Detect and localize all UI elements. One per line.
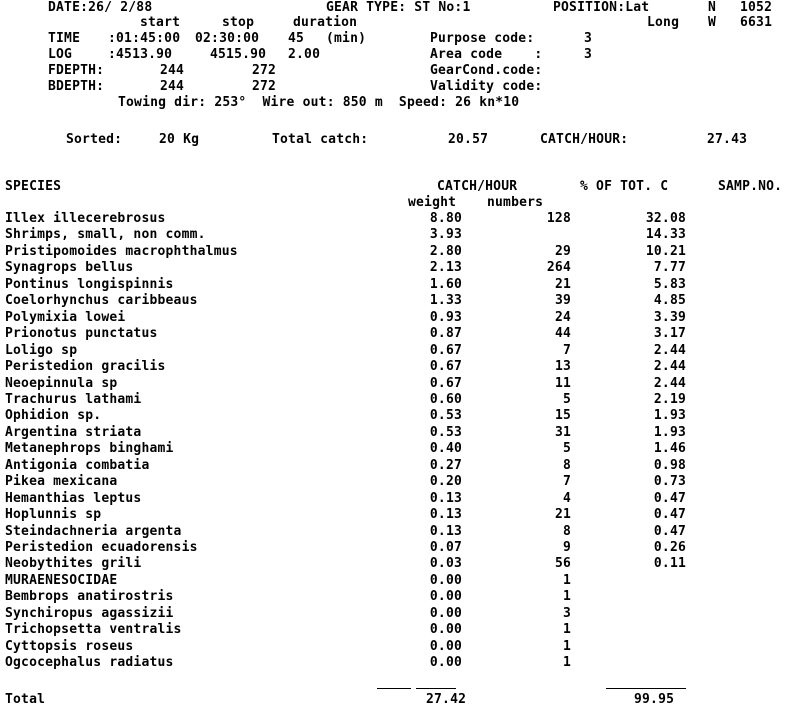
- numbers-header: numbers: [487, 195, 544, 210]
- percent-of-total: 2.44: [653, 359, 686, 374]
- percent-of-total: 14.33: [645, 227, 686, 242]
- species-name: Polymixia lowei: [5, 310, 126, 325]
- catch-weight: 0.67: [429, 343, 462, 358]
- catch-weight: 0.03: [429, 556, 462, 571]
- catch-weight: 0.00: [429, 573, 462, 588]
- catch-numbers: 44: [554, 326, 571, 341]
- species-name: Metanephrops binghami: [5, 441, 174, 456]
- species-name: Illex illecerebrosus: [5, 211, 166, 226]
- log-label: LOG: [48, 47, 73, 62]
- catch-weight: 1.33: [429, 293, 462, 308]
- catch-weight: 0.53: [429, 425, 462, 440]
- catch-numbers: 56: [554, 556, 571, 571]
- percent-of-total: 10.21: [645, 244, 686, 259]
- species-name: Pristipomoides macrophthalmus: [5, 244, 238, 259]
- catch-weight: 0.87: [429, 326, 462, 341]
- catch-per-hour-label: CATCH/HOUR:: [540, 132, 629, 147]
- catch-weight: 0.13: [429, 507, 462, 522]
- total-weight: 27.42: [426, 692, 467, 707]
- catch-numbers: 31: [554, 425, 571, 440]
- weight-total-rule-a: [377, 688, 411, 689]
- col-stop-label: stop: [222, 15, 255, 30]
- sorted-value: 20 Kg: [159, 132, 200, 147]
- bdepth-label: BDEPTH:: [48, 79, 105, 94]
- catch-per-hour-value: 27.43: [707, 132, 748, 147]
- species-name: Trachurus lathami: [5, 392, 142, 407]
- catch-numbers: 24: [554, 310, 571, 325]
- catch-hour-header: CATCH/HOUR: [437, 179, 518, 194]
- total-catch-label: Total catch:: [272, 132, 369, 147]
- percent-of-total: 0.47: [653, 491, 686, 506]
- species-name: Shrimps, small, non comm.: [5, 227, 206, 242]
- catch-weight: 0.60: [429, 392, 462, 407]
- pct-total-header: % OF TOT. C: [580, 179, 669, 194]
- fdepth-start: 244: [160, 63, 185, 78]
- catch-weight: 0.67: [429, 376, 462, 391]
- col-start-label: start: [140, 15, 181, 30]
- species-name: Loligo sp: [5, 343, 78, 358]
- total-label: Total: [5, 692, 46, 707]
- catch-numbers: 39: [554, 293, 571, 308]
- gear-type: GEAR TYPE: ST No:1: [326, 0, 471, 15]
- pct-total-rule: [606, 688, 686, 689]
- total-catch-value: 20.57: [448, 132, 489, 147]
- catch-numbers: 1: [562, 573, 571, 588]
- catch-numbers: 1: [562, 655, 571, 670]
- catch-weight: 0.00: [429, 639, 462, 654]
- species-name: Trichopsetta ventralis: [5, 622, 182, 637]
- percent-of-total: 1.93: [653, 425, 686, 440]
- catch-numbers: 128: [546, 211, 571, 226]
- catch-numbers: 4: [562, 491, 571, 506]
- sorted-label: Sorted:: [66, 132, 123, 147]
- position-label: POSITION:Lat: [553, 0, 650, 15]
- long-value: 6631: [740, 15, 773, 30]
- catch-numbers: 11: [554, 376, 571, 391]
- catch-weight: 0.93: [429, 310, 462, 325]
- percent-of-total: 0.98: [653, 458, 686, 473]
- fdepth-label: FDEPTH:: [48, 63, 105, 78]
- percent-of-total: 0.26: [653, 540, 686, 555]
- catch-weight: 0.67: [429, 359, 462, 374]
- long-label: Long: [647, 15, 680, 30]
- species-name: Steindachneria argenta: [5, 524, 182, 539]
- weight-header: weight: [408, 195, 457, 210]
- catch-numbers: 264: [546, 260, 571, 275]
- catch-numbers: 3: [562, 606, 571, 621]
- fdepth-stop: 272: [252, 63, 277, 78]
- catch-weight: 0.00: [429, 655, 462, 670]
- species-name: Neobythites grili: [5, 556, 142, 571]
- time-label: TIME: [48, 31, 81, 46]
- catch-numbers: 7: [562, 343, 571, 358]
- catch-numbers: 1: [562, 622, 571, 637]
- log-duration: 2.00: [288, 47, 321, 62]
- log-stop: 4515.90: [210, 47, 267, 62]
- species-name: Peristedion ecuadorensis: [5, 540, 198, 555]
- catch-numbers: 15: [554, 408, 571, 423]
- catch-numbers: 21: [554, 507, 571, 522]
- percent-of-total: 32.08: [645, 211, 686, 226]
- species-name: Ophidion sp.: [5, 408, 102, 423]
- percent-of-total: 1.46: [653, 441, 686, 456]
- log-start: :4513.90: [108, 47, 173, 62]
- species-name: Coelorhynchus caribbeaus: [5, 293, 198, 308]
- bdepth-start: 244: [160, 79, 185, 94]
- species-name: Neoepinnula sp: [5, 376, 118, 391]
- species-name: Pontinus longispinnis: [5, 277, 174, 292]
- species-name: Argentina striata: [5, 425, 142, 440]
- species-name: Antigonia combatia: [5, 458, 150, 473]
- percent-of-total: 0.11: [653, 556, 686, 571]
- catch-numbers: 7: [562, 474, 571, 489]
- percent-of-total: 2.44: [653, 343, 686, 358]
- catch-numbers: 13: [554, 359, 571, 374]
- catch-numbers: 1: [562, 589, 571, 604]
- catch-weight: 1.60: [429, 277, 462, 292]
- catch-weight: 2.80: [429, 244, 462, 259]
- percent-of-total: 0.47: [653, 524, 686, 539]
- catch-weight: 0.00: [429, 622, 462, 637]
- lat-hemisphere: N: [708, 0, 717, 15]
- catch-numbers: 21: [554, 277, 571, 292]
- time-stop: 02:30:00: [195, 31, 260, 46]
- species-name: Bembrops anatirostris: [5, 589, 174, 604]
- species-header: SPECIES: [5, 179, 62, 194]
- catch-weight: 0.13: [429, 524, 462, 539]
- species-name: Synagrops bellus: [5, 260, 134, 275]
- catch-weight: 0.53: [429, 408, 462, 423]
- catch-numbers: 8: [562, 458, 571, 473]
- percent-of-total: 1.93: [653, 408, 686, 423]
- catch-numbers: 1: [562, 639, 571, 654]
- percent-of-total: 0.47: [653, 507, 686, 522]
- catch-weight: 0.40: [429, 441, 462, 456]
- catch-weight: 0.27: [429, 458, 462, 473]
- percent-of-total: 4.85: [653, 293, 686, 308]
- species-name: Ogcocephalus radiatus: [5, 655, 174, 670]
- catch-numbers: 8: [562, 524, 571, 539]
- purpose-code-value: 3: [584, 31, 593, 46]
- report-date: DATE:26/ 2/88: [48, 0, 153, 15]
- catch-numbers: 5: [562, 392, 571, 407]
- catch-weight: 3.93: [429, 227, 462, 242]
- percent-of-total: 5.83: [653, 277, 686, 292]
- catch-weight: 0.13: [429, 491, 462, 506]
- species-name: Prionotus punctatus: [5, 326, 158, 341]
- percent-of-total: 2.19: [653, 392, 686, 407]
- area-code-value: 3: [584, 47, 593, 62]
- species-name: Peristedion gracilis: [5, 359, 166, 374]
- catch-weight: 0.00: [429, 589, 462, 604]
- species-name: MURAENESOCIDAE: [5, 573, 118, 588]
- towing-info: Towing dir: 253° Wire out: 850 m Speed: 26 kn*10: [118, 95, 520, 110]
- catch-numbers: 5: [562, 441, 571, 456]
- catch-numbers: 29: [554, 244, 571, 259]
- catch-weight: 0.00: [429, 606, 462, 621]
- catch-weight: 2.13: [429, 260, 462, 275]
- gearcond-code-label: GearCond.code:: [430, 63, 543, 78]
- species-name: Hemanthias leptus: [5, 491, 142, 506]
- catch-weight: 0.07: [429, 540, 462, 555]
- purpose-code-label: Purpose code:: [430, 31, 535, 46]
- lat-value: 1052: [740, 0, 773, 15]
- time-start: :01:45:00: [108, 31, 181, 46]
- percent-of-total: 2.44: [653, 376, 686, 391]
- sample-number-header: SAMP.NO.: [718, 179, 783, 194]
- time-duration: 45: [288, 31, 305, 46]
- long-hemisphere: W: [708, 15, 717, 30]
- weight-total-rule-b: [416, 688, 456, 689]
- percent-of-total: 3.39: [653, 310, 686, 325]
- species-name: Hoplunnis sp: [5, 507, 102, 522]
- percent-of-total: 7.77: [653, 260, 686, 275]
- area-code-label: Area code :: [430, 47, 543, 62]
- species-name: Cyttopsis roseus: [5, 639, 134, 654]
- catch-weight: 8.80: [429, 211, 462, 226]
- species-name: Synchiropus agassizii: [5, 606, 174, 621]
- catch-numbers: 9: [562, 540, 571, 555]
- bdepth-stop: 272: [252, 79, 277, 94]
- species-name: Pikea mexicana: [5, 474, 118, 489]
- col-duration-label: duration: [293, 15, 358, 30]
- percent-of-total: 0.73: [653, 474, 686, 489]
- time-unit: (min): [326, 31, 367, 46]
- validity-code-label: Validity code:: [430, 79, 543, 94]
- percent-of-total: 3.17: [653, 326, 686, 341]
- catch-weight: 0.20: [429, 474, 462, 489]
- total-percent: 99.95: [634, 692, 675, 707]
